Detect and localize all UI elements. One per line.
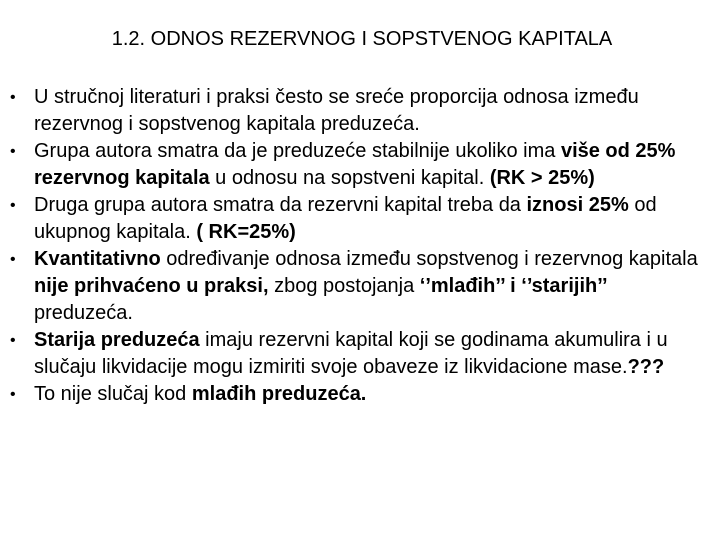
bullet-item	[0, 138, 720, 192]
bullet-text-bold: mlađih preduzeća.	[191, 383, 367, 405]
bullet-marker: •	[10, 197, 16, 214]
bullet-text-bold: ‘’mlađih’’ i ‘’starijih’’	[419, 275, 608, 297]
bullet-marker: •	[10, 332, 16, 349]
bullet-text-bold: više od 25% rezervnog kapitala	[34, 140, 676, 189]
bullet-marker: •	[10, 251, 16, 268]
bullet-text: preduzeća.	[34, 302, 133, 324]
bullet-text: Grupa autora smatra da je preduzeće stabilnije ukoliko ima	[34, 140, 561, 162]
bullet-text-bold: ( RK=25%)	[196, 221, 296, 243]
bullet-text-bold: Kvantitativno	[34, 248, 161, 270]
bullet-text: imaju rezervni kapital koji se godinama akumulira i u slučaju likvidacije mogu izmiriti svoje obaveze iz likvidacione mase.	[34, 329, 668, 378]
bullet-marker: •	[10, 89, 16, 106]
bullet-text: To nije slučaj kod	[34, 383, 192, 405]
bullet-text: Druga grupa autora smatra da rezervni kapital treba da	[34, 194, 527, 216]
bullet-item	[0, 327, 720, 381]
bullet-item	[0, 246, 720, 327]
bullet-text: U stručnoj literaturi i praksi često se sreće proporcija odnosa između rezervnog i sopstvenog kapitala preduzeća.	[34, 86, 639, 135]
bullet-list	[0, 84, 720, 408]
bullet-item	[0, 381, 720, 408]
bullet-marker: •	[10, 386, 16, 403]
bullet-text: u odnosu na sopstveni kapital.	[209, 167, 490, 189]
bullet-text: od ukupnog kapitala.	[34, 194, 657, 243]
bullet-text-bold: nije prihvaćeno u praksi,	[34, 275, 269, 297]
bullet-marker: •	[10, 143, 16, 160]
bullet-item	[0, 192, 720, 246]
bullet-text-bold: iznosi 25%	[526, 194, 629, 216]
bullet-item	[0, 84, 720, 138]
bullet-text: zbog postojanja	[268, 275, 420, 297]
slide-title: 1.2. ODNOS REZERVNOG I SOPSTVENOG KAPITALA	[111, 28, 613, 50]
bullet-text-bold: ???	[627, 356, 665, 378]
bullet-text: određivanje odnosa između sopstvenog i rezervnog kapitala	[160, 248, 698, 270]
bullet-text-bold: (RK > 25%)	[489, 167, 595, 189]
bullet-text-bold: Starija preduzeća	[34, 329, 200, 351]
